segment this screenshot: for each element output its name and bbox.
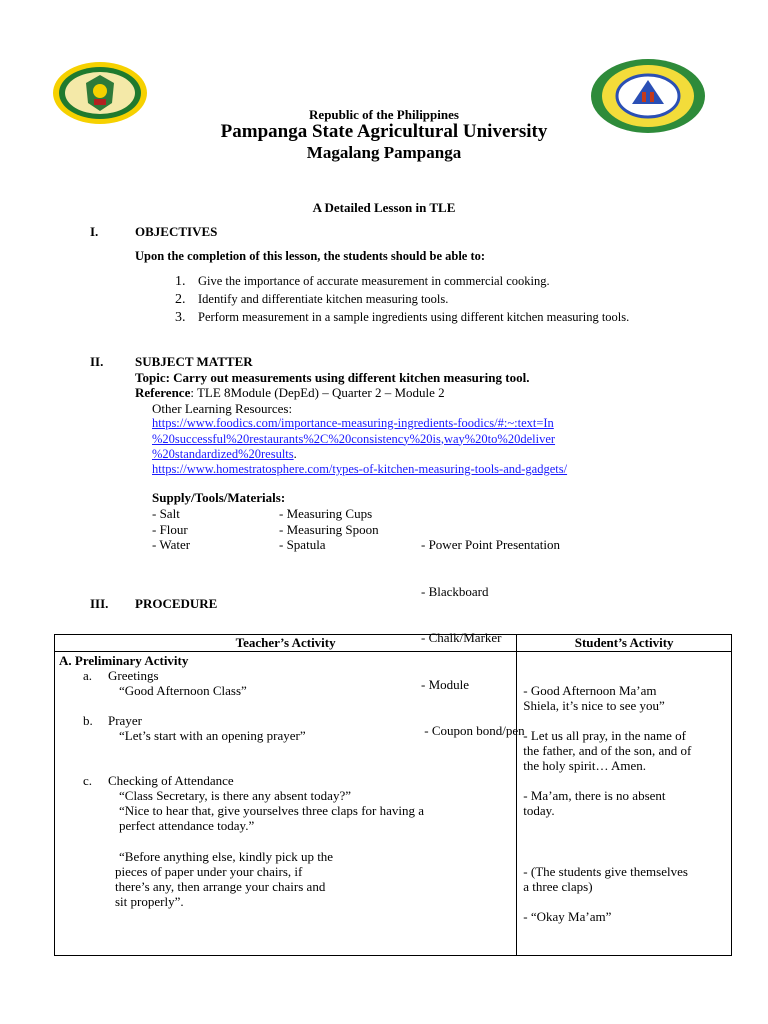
other-resources-label: Other Learning Resources: (152, 401, 293, 416)
student-activity-header: Student’s Activity (517, 635, 732, 652)
student-response-line: the father, and of the son, and of (523, 743, 692, 758)
procedure-title: PROCEDURE (135, 596, 218, 611)
resource-link-line[interactable]: https://www.homestratosphere.com/types-of-kitchen-measuring-tools-and-gadgets/ (152, 462, 568, 476)
attendance-quote-1: “Class Secretary, is there any absent today?” (119, 788, 351, 803)
attendance-quote-2: “Nice to hear that, give yourselves three claps for having a (119, 803, 425, 818)
resource-link-line[interactable]: %20standardized%20results (152, 447, 294, 461)
procedure-table-header-row (55, 635, 732, 652)
objective-text: Identify and differentiate kitchen measuring tools. (198, 292, 449, 306)
reference-line (135, 385, 445, 401)
materials-label: Supply/Tools/Materials: (152, 490, 286, 505)
student-response-line: Shiela, it’s nice to see you” (523, 698, 665, 713)
greetings-label: a. (83, 668, 93, 683)
university-name: Pampanga State Agricultural University (220, 121, 548, 142)
attendance-quote-2-cont: perfect attendance today.” (119, 818, 255, 833)
objectives-intro: Upon the completion of this lesson, the students should be able to: (135, 249, 486, 263)
teacher-activity-cell (55, 652, 517, 956)
student-response-line: a three claps) (523, 879, 593, 894)
material-item: - Power Point Presentation (421, 537, 561, 552)
prayer-title: Prayer (108, 713, 142, 728)
material-item: - Spatula (279, 537, 326, 552)
prayer-quote: “Let’s start with an opening prayer” (119, 728, 306, 743)
student-response-line: - (The students give themselves (523, 864, 688, 879)
student-response-line: the holy spirit… Amen. (523, 758, 647, 773)
prayer-label: b. (83, 713, 93, 728)
material-item: - Coupon bond/pen (421, 723, 525, 738)
instruction-line: “Before anything else, kindly pick up the (119, 849, 334, 864)
preliminary-activity-heading: A. Preliminary Activity (59, 653, 189, 668)
attendance-label: c. (83, 773, 93, 788)
subject-matter-title: SUBJECT MATTER (135, 354, 253, 369)
objective-number: 1. (175, 274, 186, 289)
instruction-line: sit properly”. (115, 894, 184, 909)
objective-number: 2. (175, 292, 186, 307)
materials-column-1 (152, 506, 190, 553)
material-item: - Flour (152, 521, 188, 537)
instruction-line: there’s any, then arrange your chairs and (115, 879, 326, 894)
student-response-line: - Ma’am, there is no absent (523, 788, 666, 803)
procedure-table (54, 634, 732, 956)
link-period: . (293, 447, 297, 461)
objective-text: Perform measurement in a sample ingredients using different kitchen measuring tools. (198, 310, 630, 324)
teacher-activity-header: Teacher’s Activity (55, 635, 517, 652)
objective-text: Give the importance of accurate measurement in commercial cooking. (198, 274, 550, 288)
republic-heading: Republic of the Philippines (309, 107, 459, 122)
material-item: - Measuring Spoon (279, 521, 379, 537)
objective-item (175, 274, 678, 289)
objective-item (175, 310, 678, 325)
subject-matter-number: II. (90, 354, 104, 369)
student-response-line: - Let us all pray, in the name of (523, 728, 686, 743)
material-item: - Salt (152, 506, 180, 521)
instruction-line: pieces of paper under your chairs, if (115, 864, 303, 879)
objectives-title: OBJECTIVES (135, 224, 218, 239)
procedure-table-row (55, 652, 732, 956)
student-response-line: - Good Afternoon Ma’am (523, 683, 657, 698)
student-response-line: - “Okay Ma’am” (523, 909, 612, 924)
lesson-title: A Detailed Lesson in TLE (312, 200, 456, 215)
topic-label: Topic: (135, 370, 170, 385)
material-item: - Water (152, 537, 191, 552)
university-location: Magalang Pampanga (306, 143, 462, 162)
material-item: - Measuring Cups (279, 506, 373, 521)
topic-text: Carry out measurements using different kitchen measuring tool. (173, 370, 530, 385)
objective-item (175, 292, 678, 307)
materials-column-2 (279, 506, 379, 553)
material-item: - Module (421, 676, 470, 692)
attendance-title: Checking of Attendance (108, 773, 234, 788)
objective-number: 3. (175, 310, 186, 325)
greetings-title: Greetings (108, 668, 159, 683)
reference-text: : TLE 8Module (DepEd) – Quarter 2 – Module 2 (190, 385, 445, 400)
material-item: - Blackboard (421, 583, 489, 599)
resource-link-homestratosphere[interactable] (152, 462, 567, 477)
material-item: - Chalk/Marker (421, 630, 502, 645)
procedure-number: III. (90, 596, 109, 611)
student-response-line: today. (523, 803, 555, 818)
greetings-quote: “Good Afternoon Class” (119, 683, 247, 698)
resource-link-line[interactable]: https://www.foodics.com/importance-measuring-ingredients-foodics/#:~:text=In (152, 416, 554, 430)
reference-label: Reference (135, 385, 191, 400)
objectives-number: I. (90, 224, 99, 239)
resource-link-foodics[interactable] (152, 416, 555, 463)
student-activity-cell (517, 652, 732, 956)
resource-link-line[interactable]: %20successful%20restaurants%2C%20consistency%20is,way%20to%20deliver (152, 431, 556, 446)
topic-line (135, 370, 529, 386)
